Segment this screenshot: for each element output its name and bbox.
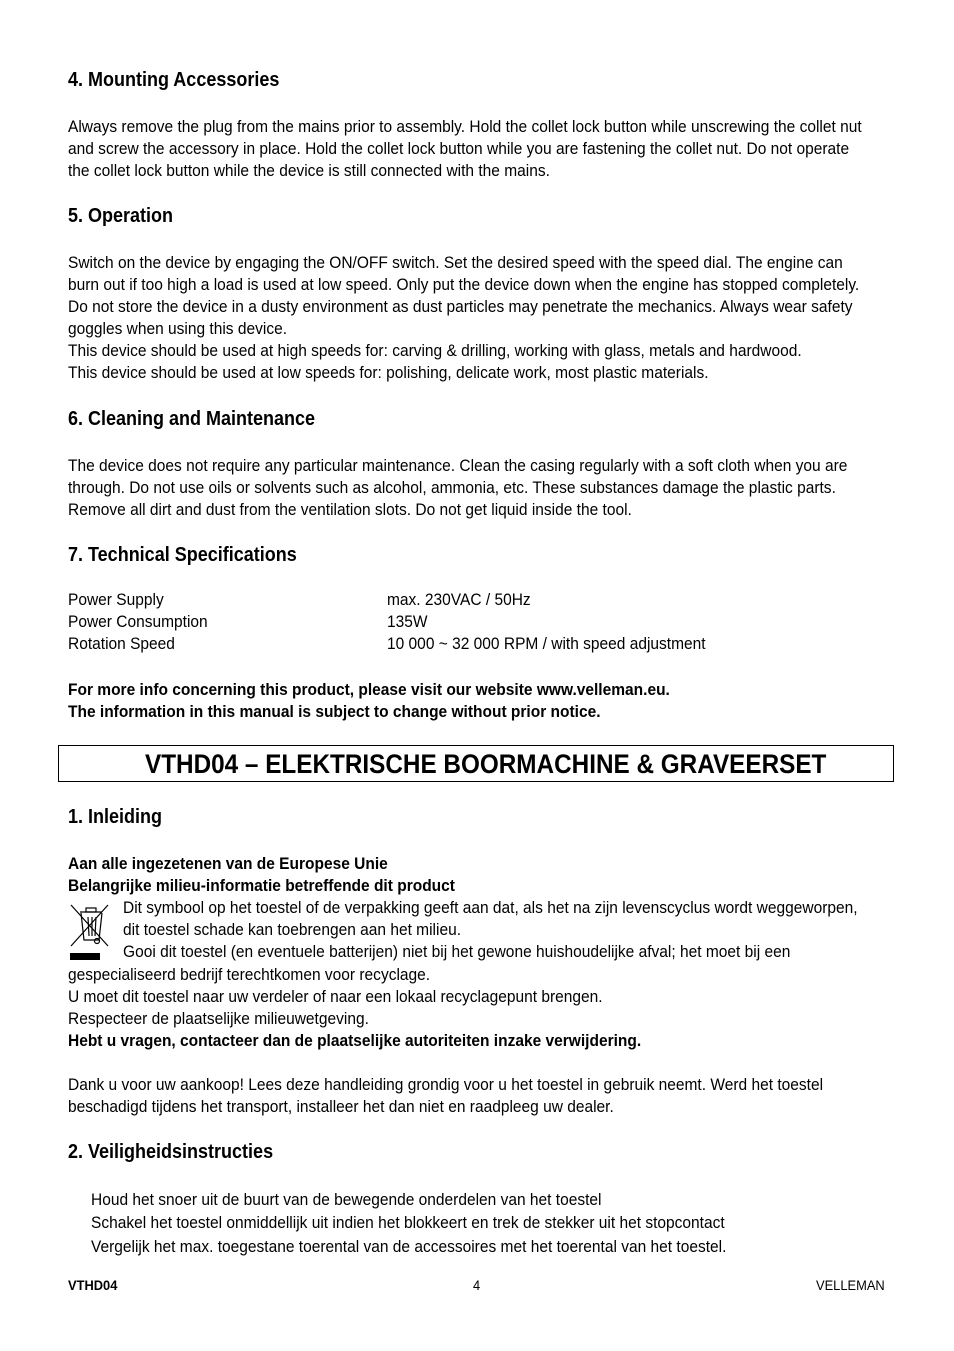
safety-list (91, 1189, 862, 1259)
text-line: The device does not require any particular maintenance. Clean the casing regularly with a soft cloth when you are (68, 457, 848, 475)
list-item: Vergelijk het max. toegestane toerental van de accessoires met het toerental van het toestel. (91, 1237, 727, 1256)
text-line: The information in this manual is subject to change without prior notice. (68, 703, 601, 722)
text-line: Dank u voor uw aankoop! Lees deze handleiding grondig voor u het toestel in gebruik neemt. Werd het toestel (68, 1076, 824, 1094)
text-line: Always remove the plug from the mains prior to assembly. Hold the collet lock button while unscrewing the collet nut (68, 118, 862, 136)
dutch-section-title: VTHD04 – ELEKTRISCHE BOORMACHINE & GRAVEERSET (145, 749, 827, 779)
text-line: Hebt u vragen, contacteer dan de plaatselijke autoriteiten inzake verwijdering. (68, 1032, 642, 1051)
cleaning-paragraph (68, 455, 867, 521)
text-line: For more info concerning this product, please visit our website www.velleman.eu. (68, 681, 670, 699)
text-line: through. Do not use oils or solvents such as alcohol, ammonia, etc. These substances damage the plastic parts. (68, 479, 836, 498)
text-line: U moet dit toestel naar uw verdeler of naar een lokaal recyclagepunt brengen. (68, 988, 603, 1007)
crossed-out-wheelie-bin-icon (68, 900, 112, 962)
text-line: dit toestel schade kan toebrengen aan het milieu. (123, 921, 462, 940)
text-line: Remove all dirt and dust from the ventilation slots. Do not get liquid inside the tool. (68, 501, 632, 520)
text-line: This device should be used at high speeds for: carving & drilling, working with glass, metals and hardwood. (68, 342, 802, 361)
info-notice (68, 679, 867, 723)
heading-mounting-accessories: 4. Mounting Accessories (68, 69, 280, 91)
heading-technical-specifications: 7. Technical Specifications (68, 544, 297, 566)
thanks-paragraph (68, 1074, 867, 1118)
eu-notice-heading (68, 853, 867, 897)
heading-operation: 5. Operation (68, 205, 174, 227)
mounting-paragraph (68, 116, 867, 182)
footer-brand: VELLEMAN (816, 1277, 885, 1293)
weee-text (123, 897, 875, 963)
text-line: This device should be used at low speeds for: polishing, delicate work, most plastic materials. (68, 364, 709, 383)
heading-cleaning-maintenance: 6. Cleaning and Maintenance (68, 408, 316, 430)
footer-model: VTHD04 (68, 1277, 118, 1293)
text-line: Belangrijke milieu-informatie betreffende dit product (68, 877, 455, 896)
text-line: Dit symbool op het toestel of de verpakking geeft aan dat, als het na zijn levenscyclus wordt weggeworpen, (123, 899, 858, 917)
spec-label: Power Consumption (68, 613, 208, 631)
operation-paragraph (68, 252, 867, 385)
spec-value: max. 230VAC / 50Hz (387, 591, 531, 609)
text-line: Respecteer de plaatselijke milieuwetgeving. (68, 1010, 369, 1029)
spec-label: Rotation Speed (68, 635, 175, 653)
heading-inleiding: 1. Inleiding (68, 806, 163, 828)
text-line: Do not store the device in a dusty environment as dust particles may penetrate the mechanics. Always wear safety (68, 298, 853, 317)
text-line: and screw the accessory in place. Hold the collet lock button while you are fastening the collet nut. Do not operate (68, 140, 850, 159)
text-line: goggles when using this device. (68, 320, 288, 339)
text-line: burn out if too high a load is used at low speed. Only put the device down when the engine has stopped completely. (68, 276, 860, 295)
text-line: Switch on the device by engaging the ON/OFF switch. Set the desired speed with the speed dial. The engine can (68, 254, 843, 272)
text-line: beschadigd tijdens het transport, installeer het dan niet en raadpleeg uw dealer. (68, 1098, 614, 1117)
text-line: Gooi dit toestel (en eventuele batterijen) niet bij het gewone huishoudelijke afval; het moet bij een (123, 943, 791, 962)
list-item: Schakel het toestel onmiddellijk uit indien het blokkeert en trek de stekker uit het stopcontact (91, 1214, 725, 1233)
text-line: gespecialiseerd bedrijf terechtkomen voor recyclage. (68, 966, 431, 984)
footer-page-number: 4 (473, 1277, 481, 1293)
text-line: Aan alle ingezetenen van de Europese Unie (68, 855, 388, 873)
spec-label: Power Supply (68, 591, 164, 609)
spec-value: 135W (387, 613, 428, 631)
heading-veiligheidsinstructies: 2. Veiligheidsinstructies (68, 1141, 274, 1163)
recycling-paragraph (68, 964, 867, 1052)
list-item: Houd het snoer uit de buurt van de bewegende onderdelen van het toestel (91, 1191, 602, 1209)
text-line: the collet lock button while the device is still connected with the mains. (68, 162, 550, 181)
spec-value: 10 000 ~ 32 000 RPM / with speed adjustment (387, 635, 706, 653)
